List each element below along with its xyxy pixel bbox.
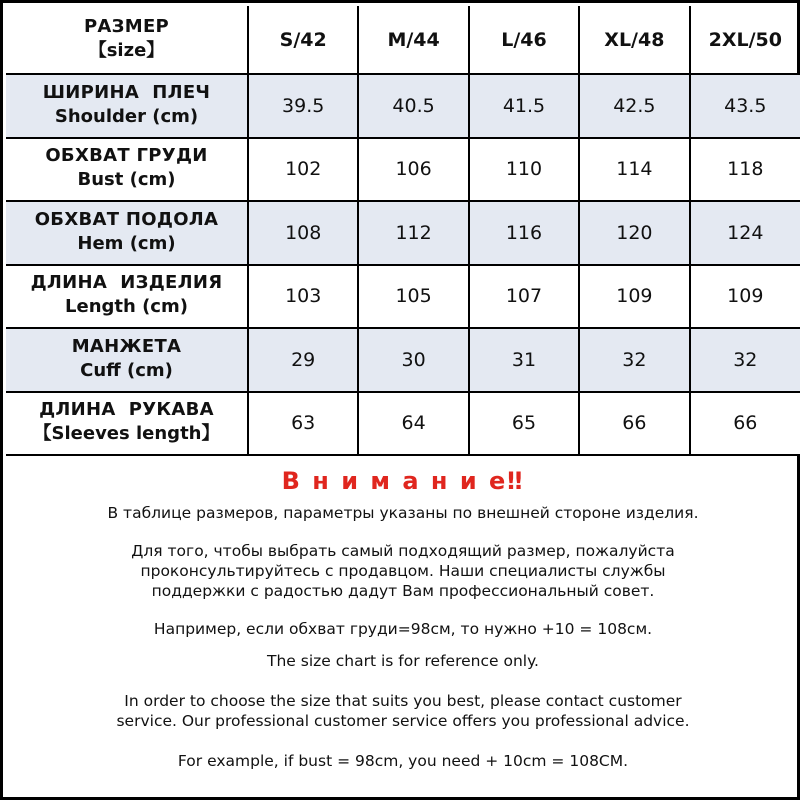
value-cell-sleeves-2xl: 66 — [690, 392, 800, 456]
value-cell-shoulder-m: 40.5 — [358, 74, 468, 138]
value-cell-length-s: 103 — [248, 265, 358, 329]
notice-ru-consult-line: проконсультируйтесь с продавцом. Наши специалисты службы — [140, 562, 666, 580]
value-cell-shoulder-2xl: 43.5 — [690, 74, 800, 138]
row-label-en: Hem (cm) — [77, 232, 176, 254]
row-label-cell — [6, 201, 248, 265]
row-label-cell — [6, 392, 248, 456]
size-header-2xl: 2XL/50 — [690, 6, 800, 74]
value-cell-bust-l: 110 — [469, 138, 579, 202]
notice-title: В н и м а н и е‼ — [281, 467, 525, 495]
notice-ru-consult — [6, 541, 800, 601]
value-cell-cuff-2xl: 32 — [690, 328, 800, 392]
value-cell-cuff-m: 30 — [358, 328, 468, 392]
value-cell-hem-xl: 120 — [579, 201, 689, 265]
row-label-cell — [6, 328, 248, 392]
notice-en-reference: The size chart is for reference only. — [267, 652, 539, 670]
header-label-cell — [6, 6, 248, 74]
value-cell-length-l: 107 — [469, 265, 579, 329]
value-cell-shoulder-l: 41.5 — [469, 74, 579, 138]
size-header-l: L/46 — [469, 6, 579, 74]
value-cell-sleeves-s: 63 — [248, 392, 358, 456]
notice — [6, 461, 800, 800]
notice-ru-measure-note: В таблице размеров, параметры указаны по внешней стороне изделия. — [107, 504, 699, 522]
header-label-en: 【size】 — [88, 39, 165, 61]
notice-en-contact — [6, 691, 800, 731]
value-cell-hem-l: 116 — [469, 201, 579, 265]
value-cell-hem-s: 108 — [248, 201, 358, 265]
row-label-en: Bust (cm) — [77, 169, 176, 191]
notice-ru-consult-line: поддержки с радостью дадут Вам профессиональный совет. — [151, 582, 655, 600]
row-label-ru: ДЛИНА РУКАВА — [39, 399, 214, 421]
value-cell-length-2xl: 109 — [690, 265, 800, 329]
row-label-en: 【Sleeves length】 — [33, 423, 220, 445]
value-cell-sleeves-l: 65 — [469, 392, 579, 456]
size-header-m: M/44 — [358, 6, 468, 74]
row-label-ru: ДЛИНА ИЗДЕЛИЯ — [30, 272, 223, 294]
value-cell-sleeves-m: 64 — [358, 392, 468, 456]
notice-en-example: For example, if bust = 98cm, you need + 10cm = 108CM. — [177, 752, 629, 770]
header-label-ru: РАЗМЕР — [83, 15, 170, 37]
value-cell-bust-xl: 114 — [579, 138, 689, 202]
notice-en-contact-line: In order to choose the size that suits you best, please contact customer — [124, 692, 682, 710]
row-label-en: Shoulder (cm) — [54, 105, 199, 127]
row-label-ru: МАНЖЕТА — [71, 335, 182, 357]
table-row-sleeves — [6, 392, 800, 456]
row-label-ru: ОБХВАТ ПОДОЛА — [34, 208, 219, 230]
value-cell-sleeves-xl: 66 — [579, 392, 689, 456]
row-label-ru: ШИРИНА ПЛЕЧ — [42, 81, 211, 103]
table-row-bust — [6, 138, 800, 202]
notice-en-contact-line: service. Our professional customer service offers you professional advice. — [116, 712, 690, 730]
row-label-en: Length (cm) — [65, 296, 188, 318]
value-cell-cuff-l: 31 — [469, 328, 579, 392]
table-row-hem — [6, 201, 800, 265]
size-header-xl: XL/48 — [579, 6, 689, 74]
notice-ru-example: Например, если обхват груди=98см, то нужно +10 = 108см. — [153, 620, 653, 638]
value-cell-hem-2xl: 124 — [690, 201, 800, 265]
value-cell-length-xl: 109 — [579, 265, 689, 329]
row-label-ru: ОБХВАТ ГРУДИ — [45, 145, 208, 167]
value-cell-bust-s: 102 — [248, 138, 358, 202]
size-header-s: S/42 — [248, 6, 358, 74]
value-cell-length-m: 105 — [358, 265, 468, 329]
value-cell-shoulder-s: 39.5 — [248, 74, 358, 138]
value-cell-bust-m: 106 — [358, 138, 468, 202]
value-cell-shoulder-xl: 42.5 — [579, 74, 689, 138]
row-label-cell — [6, 138, 248, 202]
value-cell-hem-m: 112 — [358, 201, 468, 265]
row-label-en: Cuff (cm) — [80, 359, 173, 381]
table-row-length — [6, 265, 800, 329]
table-header-row — [6, 6, 800, 74]
notice-ru-consult-line: Для того, чтобы выбрать самый подходящий размер, пожалуйста — [131, 542, 675, 560]
row-label-cell — [6, 74, 248, 138]
table-row-shoulder — [6, 74, 800, 138]
value-cell-cuff-xl: 32 — [579, 328, 689, 392]
row-label-cell — [6, 265, 248, 329]
size-table — [6, 6, 800, 456]
table-row-cuff — [6, 328, 800, 392]
value-cell-cuff-s: 29 — [248, 328, 358, 392]
value-cell-bust-2xl: 118 — [690, 138, 800, 202]
